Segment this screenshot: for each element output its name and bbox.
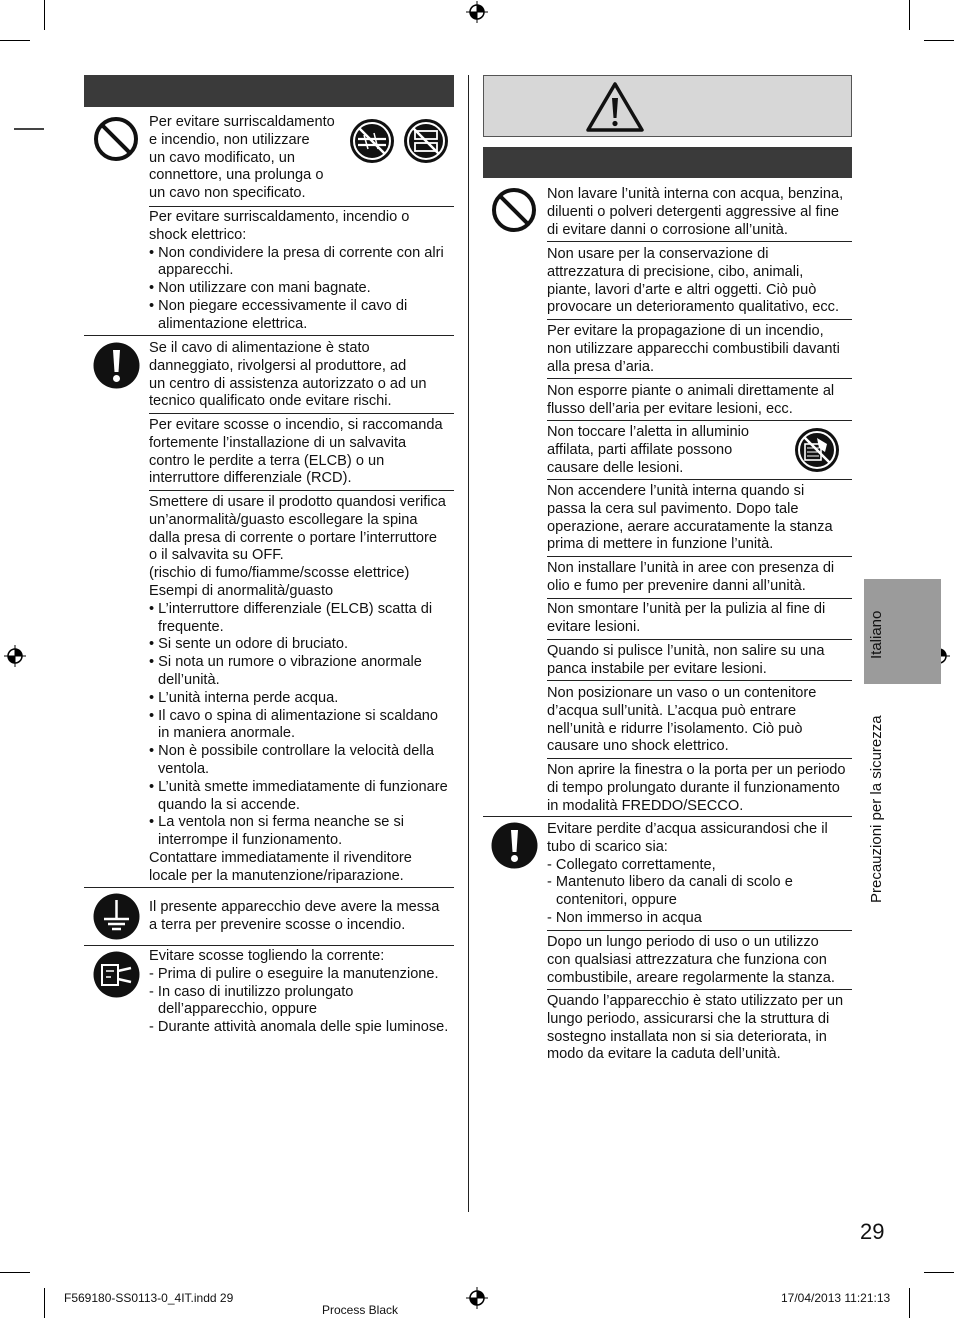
- footer-file: F569180-SS0113-0_4IT.indd 29: [64, 1291, 234, 1305]
- crop-mark: [0, 1272, 30, 1273]
- separator: [547, 680, 852, 681]
- prohibited-icon: [93, 116, 139, 162]
- right-block-8: Non smontare l’unità per la pulizia al fine di evitare lesioni.: [547, 601, 826, 635]
- no-modified-cord-icon: [402, 117, 450, 165]
- unplug-icon: [93, 951, 140, 998]
- crop-mark: [909, 0, 910, 30]
- separator: [84, 335, 454, 336]
- right-block-2: Non usare per la conservazione di attrezzatura di precisione, cibo, animali, piante, lavori d’arte e altri oggetti. Ciò può provocare un deterioramento qualitativo, ecc.: [547, 246, 840, 316]
- separator: [149, 490, 454, 491]
- no-touch-fins-icon: [793, 426, 841, 474]
- separator: [547, 930, 852, 931]
- crop-mark: [924, 1272, 954, 1273]
- right-block-4: Non esporre piante o animali direttamente al flusso dell’aria per evitare lesioni, ecc.: [547, 383, 835, 417]
- left-section-header: [84, 75, 454, 107]
- right-block-14: Quando l’apparecchio è stato utilizzato per un lungo periodo, assicurarsi che la struttura di sostegno installata non si sia deteriorata, in modo da evitare la caduta dell’unità.: [547, 993, 844, 1063]
- separator: [547, 639, 852, 640]
- left-edge-mark: [14, 128, 44, 130]
- caution-header: [483, 75, 852, 137]
- right-block-5: Non toccare l’aletta in alluminio affilata, parti affilate possono causare delle lesioni.: [547, 424, 749, 476]
- right-block-7: Non installare l’unità in aree con presenza di olio e fumo per prevenire danni all’unità.: [547, 560, 835, 594]
- right-block-13: Dopo un lungo periodo di uso o un utilizzo con qualsiasi attrezzatura che funziona con combustibile, areare regolarmente la stanza.: [547, 934, 835, 986]
- footer-plate: Process Black: [322, 1303, 399, 1317]
- left-block-5: Smettere di usare il prodotto quandosi verifica un’anormalità/guasto escollegare la spina dalla presa di corrente o portare l’interruttore o il salvavita su OFF. (rischio di fumo/fiamme/scosse elettrice) Esempi di anormalità/guasto • L’interruttore differenziale (ELCB) scatta di frequente. • Si sente un odore di bruciato. • Si nota un rumore o vibrazione anormale dell’unità. • L’unità interna perde acqua. • Il cavo o spina di alimentazione si scaldano in maniera anormale. • Non è possibile controllare la velocità della ventola. • L’unità smette immediatamente di funzionare quando la si accende. • La ventola non si ferma neanche se si interrompe il funzionamento. Contattare immediatamente il rivenditore locale per la manutenzione/riparazione.: [149, 494, 448, 884]
- left-block-4: Per evitare scosse o incendio, si raccomanda fortemente l’installazione di un salvavita contro le perdite a terra (ELCB) o un interruttore differenziale (RCD).: [149, 417, 443, 487]
- left-block-2: Per evitare surriscaldamento, incendio o shock elettrico: • Non condividere la presa di corrente con alri apparecchi. • Non utilizzare con mani bagnate. • Non piegare eccessivamente il cavo di alimentazione elettrica.: [149, 209, 444, 332]
- crop-mark: [924, 40, 954, 41]
- registration-mark-icon: [4, 645, 26, 667]
- crop-mark: [0, 40, 30, 41]
- section-label: Precauzioni per la sicurezza: [868, 715, 885, 903]
- right-section-header: [483, 147, 852, 178]
- prohibited-icon: [491, 187, 537, 233]
- language-label: Italiano: [868, 610, 885, 659]
- right-block-11: Non aprire la finestra o la porta per un periodo di tempo prolungato durante il funzionamento in modalità FREDDO/SECCO.: [547, 762, 846, 814]
- column-divider: [468, 75, 469, 1212]
- separator: [84, 945, 454, 946]
- exclamation-icon: [93, 342, 140, 389]
- crop-mark: [44, 0, 45, 30]
- no-modified-cord-icon: [348, 117, 396, 165]
- separator: [547, 758, 852, 759]
- separator: [84, 887, 454, 888]
- separator: [547, 479, 852, 480]
- separator: [547, 989, 852, 990]
- separator: [547, 378, 852, 379]
- footer-datetime: 17/04/2013 11:21:13: [781, 1291, 891, 1305]
- separator: [547, 241, 852, 242]
- left-block-3: Se il cavo di alimentazione è stato danneggiato, rivolgersi al produttore, ad un centro di assistenza autorizzato o ad un tecnico qualificato onde evitare rischi.: [149, 340, 427, 410]
- warning-triangle-icon: [585, 81, 645, 133]
- separator: [149, 206, 454, 207]
- right-block-1: Non lavare l’unità interna con acqua, benzina, diluenti o polveri detergenti aggressive al fine di evitare danni o corrosione all’unità.: [547, 186, 844, 238]
- right-block-6: Non accendere l’unità interna quando si passa la cera sul pavimento. Dopo tale operazione, aerare accuratamente la stanza prima di mettere in funzione l’unità.: [547, 483, 833, 553]
- crop-mark: [44, 1288, 45, 1318]
- exclamation-icon: [491, 822, 538, 869]
- separator: [547, 556, 852, 557]
- separator: [483, 816, 852, 817]
- left-block-7: Evitare scosse togliendo la corrente: - Prima di pulire o eseguire la manutenzione. - In caso di inutilizzo prolungato dell’apparecchio, oppure - Durante attività anomala delle spie luminose.: [149, 948, 449, 1036]
- right-block-3: Per evitare la propagazione di un incendio, non utilizzare apparecchi combustibili davanti alla presa d’aria.: [547, 323, 840, 375]
- registration-mark-icon: [466, 1287, 488, 1309]
- left-block-1: Per evitare surriscaldamento e incendio, non utilizzare un cavo modificato, un connettore, una prolunga o un cavo non specificato.: [149, 114, 335, 202]
- separator: [547, 420, 852, 421]
- separator: [547, 319, 852, 320]
- separator: [547, 598, 852, 599]
- crop-mark: [909, 1288, 910, 1318]
- separator: [149, 413, 454, 414]
- right-block-12: Evitare perdite d’acqua assicurandosi che il tubo di scarico sia: - Collegato correttamente, - Mantenuto libero da canali di scolo e contenitori, oppure - Non immerso in acqua: [547, 821, 828, 926]
- right-block-10: Non posizionare un vaso o un contenitore d’acqua sull’unità. L’acqua può entrare nell’unità e ridurre l’isolamento. Ciò può causare uno shock elettrico.: [547, 685, 817, 755]
- ground-icon: [93, 893, 140, 940]
- right-block-9: Quando si pulisce l’unità, non salire su una panca instabile per evitare lesioni.: [547, 643, 825, 677]
- left-block-6: Il presente apparecchio deve avere la messa a terra per prevenire scosse o incendio.: [149, 899, 440, 933]
- page-number: 29: [860, 1219, 885, 1244]
- registration-mark-icon: [466, 1, 488, 23]
